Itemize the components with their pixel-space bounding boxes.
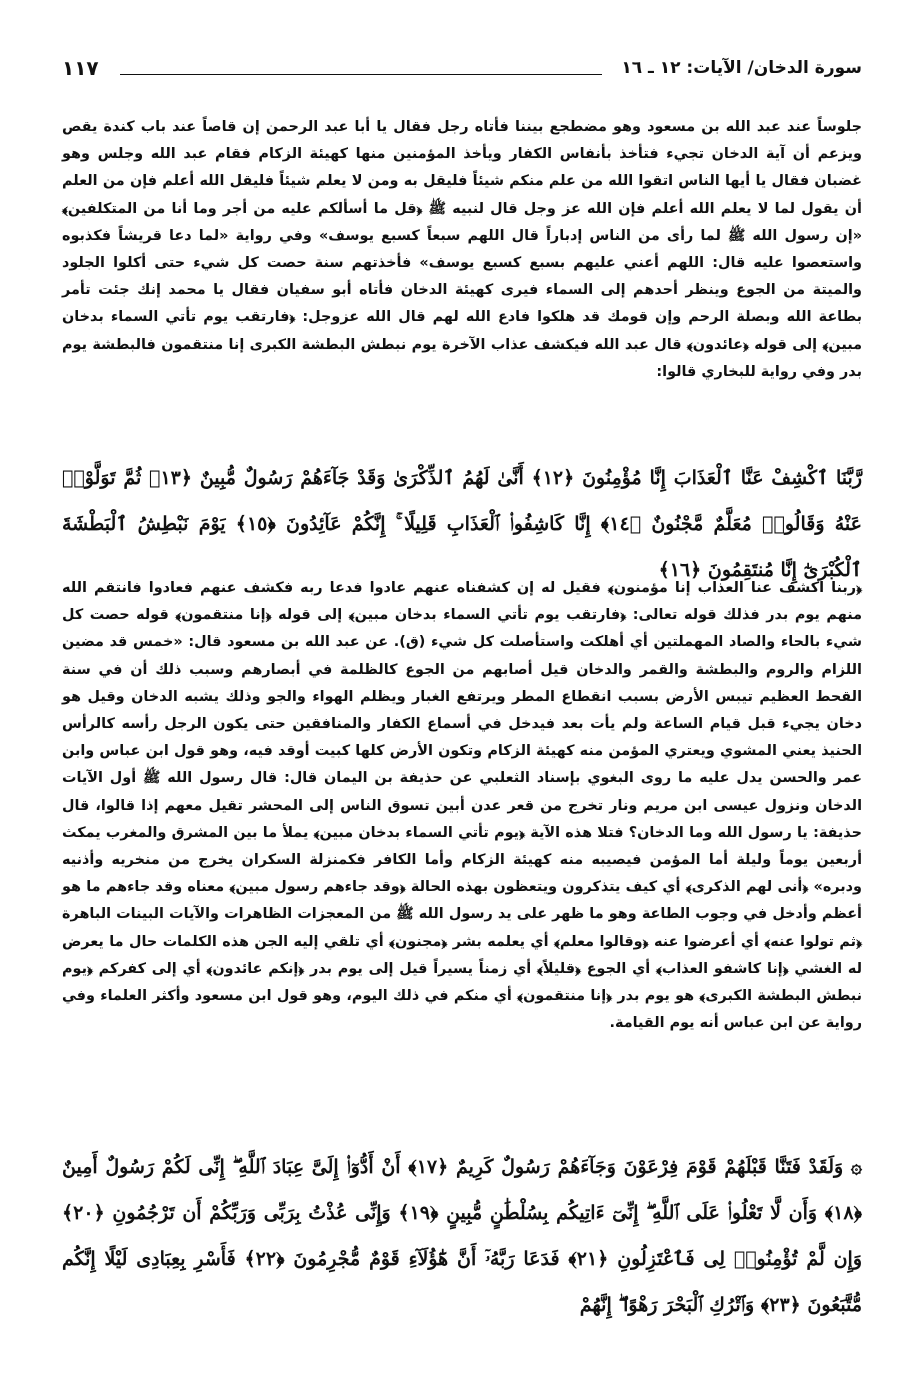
commentary-paragraph-2: ﴿ربنا اكشف عنا العذاب إنا مؤمنون﴾ فقيل له إن كشفناه عنهم عادوا فدعا ربه فكشف عنهم فعادوا فانتقم الله منهم يوم بدر فذلك قوله تعالى: ﴿فارتقب يوم تأتي السماء بدخان مبين﴾ إلى قوله ﴿إنا منتقمون﴾ قوله حصت كل شيء بالحاء والصاد المهملتين أي أهلكت واستأصلت كل شيء (ق). عن عبد الله بن مسعود قال: «خمس قد مضين اللزام والروم والبطشة والقمر والدخان قيل أصابهم من الجوع كالظلمة في أبصارهم وسبب ذلك أن في سنة القحط العظيم تيبس الأرض بسبب انقطاع المطر ويرتفع الغبار ويظلم الهواء والجو وذلك يشبه الدخان وقيل هو دخان يجيء قبل قيام الساعة ولم يأت بعد فيدخل في أسماع الكفار والمنافقين حتى يكون الرجل رأسه كالرأس الحنيذ يعني المشوي ويعتري المؤمن منه كهيئة الزكام وتكون الأرض كلها كبيت أوقد فيه، وهو قول ابن عباس وابن عمر والحسن يدل عليه ما روى البغوي بإسناد الثعلبي عن حذيفة بن اليمان قال: قال رسول الله ﷺ أول الآيات الدخان ونزول عيسى ابن مريم ونار تخرج من قعر عدن أبين تسوق الناس إلى المحشر تقيل معهم إذا قالوا، قال حذيفة: يا رسول الله وما الدخان؟ فتلا هذه الآية ﴿يوم تأتي السماء بدخان مبين﴾ يملأ ما بين المشرق والمغرب يمكث أربعين يوماً وليلة أما المؤمن فيصيبه منه كهيئة الزكام وأما الكافر فكمنزلة السكران يخرج من منخريه وأذنيه ودبره» ﴿أنى لهم الذكرى﴾ أي كيف يتذكرون ويتعظون بهذه الحالة ﴿وقد جاءهم رسول مبين﴾ معناه وقد جاءهم ما هو أعظم وأدخل في وجوب الطاعة وهو ما ظهر على يد رسول الله ﷺ من المعجزات الظاهرات والآيات البينات الباهرة ﴿ثم تولوا عنه﴾ أي أعرضوا عنه ﴿وقالوا معلم﴾ أي يعلمه بشر ﴿مجنون﴾ أي تلقي إليه الجن هذه الكلمات حال ما يعرض له الغشي ﴿إنا كاشفو العذاب﴾ أي الجوع ﴿قليلاً﴾ أي زمناً يسيراً قيل إلى يوم بدر ﴿إنكم عائدون﴾ أي إلى كفركم ﴿يوم نبطش البطشة الكبرى﴾ هو يوم بدر ﴿إنا منتقمون﴾ أي منكم في ذلك اليوم، وهو قول ابن مسعود وأكثر العلماء وفي رواية عن ابن عباس أنه يوم القيامة. [62, 580, 862, 1032]
page-header [62, 58, 862, 90]
quran-verses-12-16: رَّبَّنَا ٱكْشِفْ عَنَّا ٱلْعَذَابَ إِنَّا مُؤْمِنُونَ ﴿١٢﴾ أَنَّىٰ لَهُمُ ٱلذِّكْرَىٰ وَقَدْ جَآءَهُمْ رَسُولٌ مُّبِينٌ ﴿١٣﴾ ثُمَّ تَوَلَّوْا۟ عَنْهُ وَقَالُوا۟ مُعَلَّمٌ مَّجْنُونٌ ﴿١٤﴾ إِنَّا كَاشِفُوا۟ ٱلْعَذَابِ قَلِيلًا ۚ إِنَّكُمْ عَآئِدُونَ ﴿١٥﴾ يَوْمَ نَبْطِشُ ٱلْبَطْشَةَ ٱلْكُبْرَىٰٓ إِنَّا مُنتَقِمُونَ ﴿١٦﴾ [62, 467, 863, 581]
commentary-paragraph-1: جلوساً عند عبد الله بن مسعود وهو مضطجع بيننا فأتاه رجل فقال يا أبا عبد الرحمن إن قاصاً عند باب كندة يقص ويزعم أن آية الدخان تجيء فتأخذ بأنفاس الكفار ويأخذ المؤمنين منها كهيئة الزكام فقام عبد الله وجلس وهو غضبان فقال يا أيها الناس اتقوا الله من علم منكم شيئاً فليقل به ومن لا يعلم شيئاً فليقل الله أعلم فإن من العلم أن يقول لما لا يعلم الله أعلم فإن الله عز وجل قال لنبيه ﷺ ﴿قل ما أسألكم عليه من أجر وما أنا من المتكلفين﴾ «إن رسول الله ﷺ لما رأى من الناس إدباراً قال اللهم سبعاً كسبع يوسف» وفي رواية «لما دعا قريشاً فكذبوه واستعصوا عليه قال: اللهم أعني عليهم بسبع كسبع يوسف» فأخذتهم سنة حصت كل شيء حتى أكلوا الجلود والميتة من الجوع وينظر أحدهم إلى السماء فيرى كهيئة الدخان فأتاه أبو سفيان فقال يا محمد إنك جئت تأمر بطاعة الله وبصلة الرحم وإن قومك قد هلكوا فادع الله لهم قال الله عزوجل: ﴿فارتقب يوم تأتي السماء بدخان مبين﴾ إلى قوله ﴿عائدون﴾ قال عبد الله فيكشف عذاب الآخرة يوم نبطش البطشة الكبرى إنا منتقمون فالبطشة يوم بدر وفي رواية للبخاري قالوا: [62, 119, 862, 380]
quran-verses-17-24: ۞ وَلَقَدْ فَتَنَّا قَبْلَهُمْ قَوْمَ فِرْعَوْنَ وَجَآءَهُمْ رَسُولٌ كَرِيمٌ ﴿١٧﴾ أَنْ أَدُّوٓا۟ إِلَىَّ عِبَادَ ٱللَّهِ ۖ إِنِّى لَكُمْ رَسُولٌ أَمِينٌ ﴿١٨﴾ وَأَن لَّا تَعْلُوا۟ عَلَى ٱللَّهِ ۖ إِنِّىٓ ءَاتِيكُم بِسُلْطَٰنٍ مُّبِينٍ ﴿١٩﴾ وَإِنِّى عُذْتُ بِرَبِّى وَرَبِّكُمْ أَن تَرْجُمُونِ ﴿٢٠﴾ وَإِن لَّمْ تُؤْمِنُوا۟ لِى فَٱعْتَزِلُونِ ﴿٢١﴾ فَدَعَا رَبَّهُۥٓ أَنَّ هَٰٓؤُلَآءِ قَوْمٌ مُّجْرِمُونَ ﴿٢٢﴾ فَأَسْرِ بِعِبَادِى لَيْلًا إِنَّكُم مُّتَّبَعُونَ ﴿٢٣﴾ وَٱتْرُكِ ٱلْبَحْرَ رَهْوًا ۖ إِنَّهُمْ [62, 1156, 862, 1316]
header-rule [120, 74, 602, 75]
page-number: ١١٧ [62, 56, 99, 80]
running-head-surah-title: سورة الدخان/ الآيات: ١٢ ـ ١٦ [621, 58, 862, 78]
